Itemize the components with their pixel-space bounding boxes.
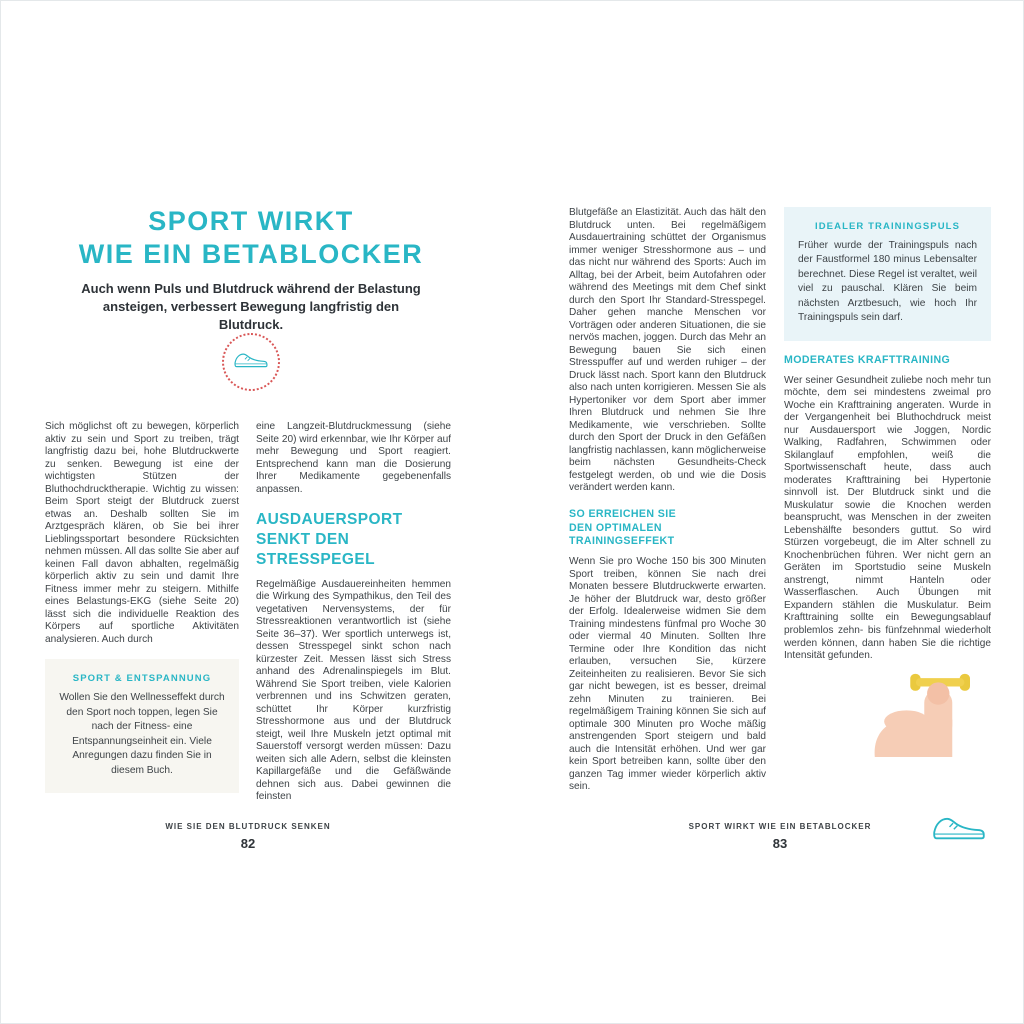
left-page-column-1 [45,421,239,815]
sneaker-icon [233,349,269,376]
inset-body: Wollen Sie den Wellnesseffekt durch den Sport noch toppen, legen Sie nach der Fitness- eine Entspannungseinheit ein. Viele Anregungen dazu finden Sie in diesem Buch. [59,692,225,776]
chapter-title-line1: SPORT WIRKT [148,206,354,236]
left-page-column-2 [256,421,451,815]
sneaker-icon-dotted-circle [222,333,280,391]
inset-heading: IDEALER TRAININGSPULS [814,221,961,232]
paragraph: Wer seiner Gesundheit zuliebe noch mehr tun möchte, dem sei mindestens zweimal pro Woche ein Krafttraining angeraten. Wurde in der Vergangenheit bei Bluthochdruck meist nur Ausdauersport wie Joggen, Nordic Walking, Radfahren, Schwimmen oder Skilanglauf empfohlen, weiß die Sportwissenschaft heute, dass auch moderates Krafttraining bei Hypertonie sinnvoll ist. Der Blutdruck sinkt und die Muskulatur sowie die Knochen werden beansprucht, was Menschen in der zweiten Lebenshälfte besonders guttut. So wird Stürzen vorgebeugt, die im Alter schnell zu Knochenbrüchen führen. Wer nicht gern an Geräten im Sportstudio seine Muskeln anstrengt, nimmt Hanteln oder Wasserflaschen. Auch Übungen mit Expandern stählen die Muskulatur. Beim Krafttraining sollte ein Bewegungsablauf problemlos zehn- bis fünfzehnmal wiederholt werden können, dann haben Sie die richtige Intensität gefunden. [784,374,991,662]
right-page-footer [569,822,991,851]
right-page-column-1 [569,207,766,817]
paragraph: Sich möglichst oft zu bewegen, körperlich aktiv zu sein und Sport zu treiben, trägt langfristig dazu bei, hohe Blutdruckwerte zu senken. Bewegung ist eine der wichtigsten Stützen der Bluthochdrucktherapie. Wichtig zu wissen: Beim Sport steigt der Blutdruck zuerst etwas an. Deshalb sollten Sie im Arztgespräch klären, ob Sie bei ihrer Lieblingssportart besondere Rücksichten nehmen müssen. All das sollte Sie aber auf keinen Fall davon abhalten, regelmäßig körperlich aktiv zu sein und damit Ihre Fitness immer mehr zu steigern. Mithilfe eines Belastungs-EKG (siehe Seite 20) lässt sich die individuelle Reaktion des Körpers auf sportliche Aktivitäten analysieren. Auch durch [45,421,239,645]
paragraph: Regelmäßige Ausdauereinheiten hemmen die Wirkung des Sympathikus, den Teil des vegetativen Nervensystems, der für Stressreaktionen verantwortlich ist (siehe Seite 36–37). Wer sportlich unterwegs ist, dessen Stresspegel sinkt schon nach kürzester Zeit. Messen lässt sich Stress anhand des Adrenalinspiegels im Blut. Während Sie Sport treiben, viele Kalorien verbrennen und ins Schwitzen geraten, schüttet Ihr Körper kurzfristig Stresshormone aus und der Blutdruck steigt, weil Ihre Muskeln jetzt optimal mit Sauerstoff versorgt werden müssen: Dazu weiten sich alle Adern, selbst die kleinsten Kapillargefäße und die Gefäßwände dehnen sich aus. Dabei gewinnen die feinsten [256,578,451,803]
inset-box-trainingspuls [784,207,991,341]
page-number-right: 83 [772,836,788,851]
right-page-columns [569,207,991,817]
section-heading-line1: SO ERREICHEN SIE [569,507,677,520]
chapter-subtitle: Auch wenn Puls und Blutdruck während der Belastung ansteigen, verbessert Bewegung langfristig den Blutdruck. [81,280,421,333]
inset-heading: SPORT & ENTSPANNUNG [72,673,212,685]
page-number-left: 82 [240,836,256,851]
section-heading-line2: SENKT DEN STRESSPEGEL [256,530,375,568]
section-heading-ausdauersport [256,510,451,569]
running-header-left: WIE SIE DEN BLUTDRUCK SENKEN [165,822,331,831]
section-heading-line2: DEN OPTIMALEN TRAININGSEFFEKT [569,521,675,548]
inset-body: Früher wurde der Trainingspuls nach der Faustformel 180 minus Lebensalter berechnet. Diese Regel ist veraltet, weil viel zu pauschal. Klären Sie beim nächsten Arztbesuch, wie hoch Ihr Trainingspuls sein darf. [798,240,977,324]
chapter-title-line2: WIE EIN BETABLOCKER [78,238,424,269]
paragraph: Blutgefäße an Elastizität. Auch das hält den Blutdruck unten. Bei regelmäßigem Ausdauertraining schüttet der Organismus immer weniger Stresshormone aus – und das nicht nur während des Sports: Auch im Alltag, bei der Arbeit, beim Autofahren oder während des Meetings mit dem Chef sinkt durch den Sport Ihr Standard-Stresspegel. Daher gehen manche Menschen vor Vorträgen oder anderen Situationen, die sie nervös machen, joggen. Durch das Mehr an Bewegung bauen Sie sich einen Stresspuffer auf und werden ruhiger – der Druck lässt nach. Sport kann den Blutdruck also nach unten korrigieren. Messen Sie als Hypertoniker vor dem Sport aber immer Ihren Blutdruck und nehmen Sie Ihre Medikamente, wie verschrieben. Sollte durch den Sport der Druck in den Gefäßen langfristig nachlassen, kann möglicherweise beim nächsten Gesundheits-Check festgelegt werden, ob und wie die Dosis verändert werden kann. [569,207,766,494]
chapter-title [55,205,447,271]
chapter-title-block [55,205,447,334]
inset-box-sport-entspannung [45,659,239,793]
running-header-right: SPORT WIRKT WIE EIN BETABLOCKER [688,822,872,831]
paragraph: eine Langzeit-Blutdruckmessung (siehe Seite 20) wird erkennbar, wie Ihr Körper auf mehr Bewegung und Sport reagiert. Entsprechend kann man die Dosierung Ihrer Medikamente gegebenenfalls anpassen. [256,421,451,495]
section-heading-line1: AUSDAUERSPORT [256,511,403,529]
left-page-footer [45,822,451,851]
paragraph: Wenn Sie pro Woche 150 bis 300 Minuten Sport treiben, können Sie nach drei Monaten bessere Blutdruckwerte erwarten. Je höher der Blutdruck war, desto größer der Erfolg. Idealerweise widmen Sie dem Training mindestens fünfmal pro Woche 30 oder viermal 40 Minuten. Sollten Ihre Termine oder Ihre Kondition das nicht erlauben, versuchen Sie, kürzere Zeiteinheiten zu realisieren. Bevor Sie sich gar nicht bewegen, ist es besser, dreimal zehn Minuten zu trainieren. Bei regelmäßigem Training können Sie sich auf optimale 300 Minuten pro Woche mäßig anstrengenden Sport steigern und bald auch die Intensität erhöhen. Und wer gar kein Sport betreiben kann, sollte über den ganzen Tag immer wieder körperlich aktiv sein. [569,556,766,793]
sneaker-icon [931,811,987,850]
flexed-arm-dumbbell-illustration [784,673,991,762]
left-page-columns [45,421,451,815]
right-page-column-2 [784,207,991,817]
section-heading-trainingseffekt [569,508,766,549]
section-heading-krafttraining: MODERATES KRAFTTRAINING [784,353,951,366]
